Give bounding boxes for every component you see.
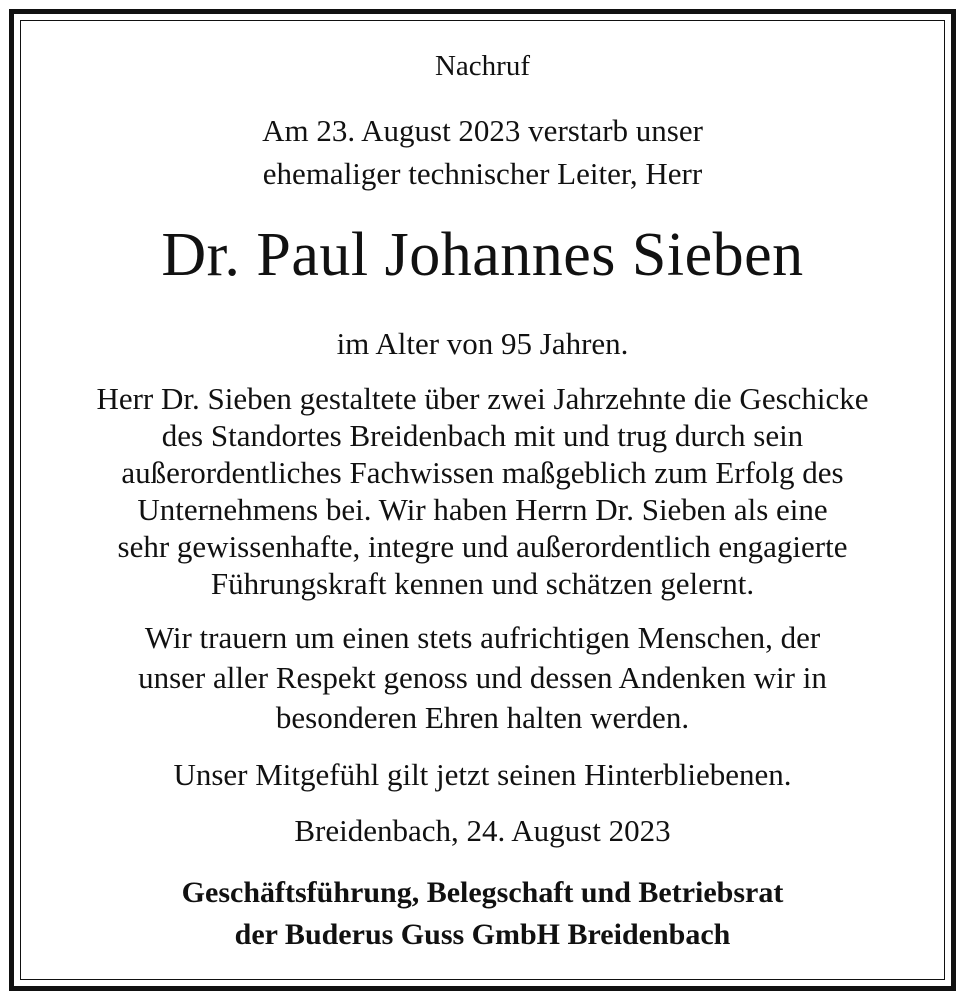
paragraph-1-line-6: Führungskraft kennen und schätzen gelernt. — [210, 566, 755, 601]
paragraph-2-line-2: unser aller Respekt genoss und dessen Andenken wir in — [138, 660, 827, 695]
deceased-name: Dr. Paul Johannes Sieben — [161, 221, 804, 289]
notice-heading: Nachruf — [434, 50, 530, 82]
age-line: im Alter von 95 Jahren. — [336, 326, 629, 361]
paragraph-1-line-3: außerordentliches Fachwissen maßgeblich zum Erfolg des — [121, 455, 844, 490]
condolence-line: Unser Mitgefühl gilt jetzt seinen Hinterbliebenen. — [173, 757, 792, 792]
paragraph-1-line-2: des Standortes Breidenbach mit und trug durch sein — [161, 418, 804, 453]
place-date-line: Breidenbach, 24. August 2023 — [294, 813, 671, 848]
paragraph-2-line-3: besonderen Ehren halten werden. — [275, 700, 690, 735]
intro-line-2: ehemaliger technischer Leiter, Herr — [262, 156, 703, 191]
intro-line-1: Am 23. August 2023 verstarb unser — [262, 113, 703, 148]
paragraph-1-line-1: Herr Dr. Sieben gestaltete über zwei Jahrzehnte die Geschicke — [96, 381, 869, 416]
signature-line-2: der Buderus Guss GmbH Breidenbach — [234, 918, 731, 951]
paragraph-1-line-4: Unternehmens bei. Wir haben Herrn Dr. Sieben als eine — [137, 492, 828, 527]
paragraph-1-line-5: sehr gewissenhafte, integre und außerordentlich engagierte — [117, 529, 848, 564]
paragraph-2-line-1: Wir trauern um einen stets aufrichtigen Menschen, der — [144, 620, 821, 655]
signature-line-1: Geschäftsführung, Belegschaft und Betriebsrat — [181, 876, 784, 909]
